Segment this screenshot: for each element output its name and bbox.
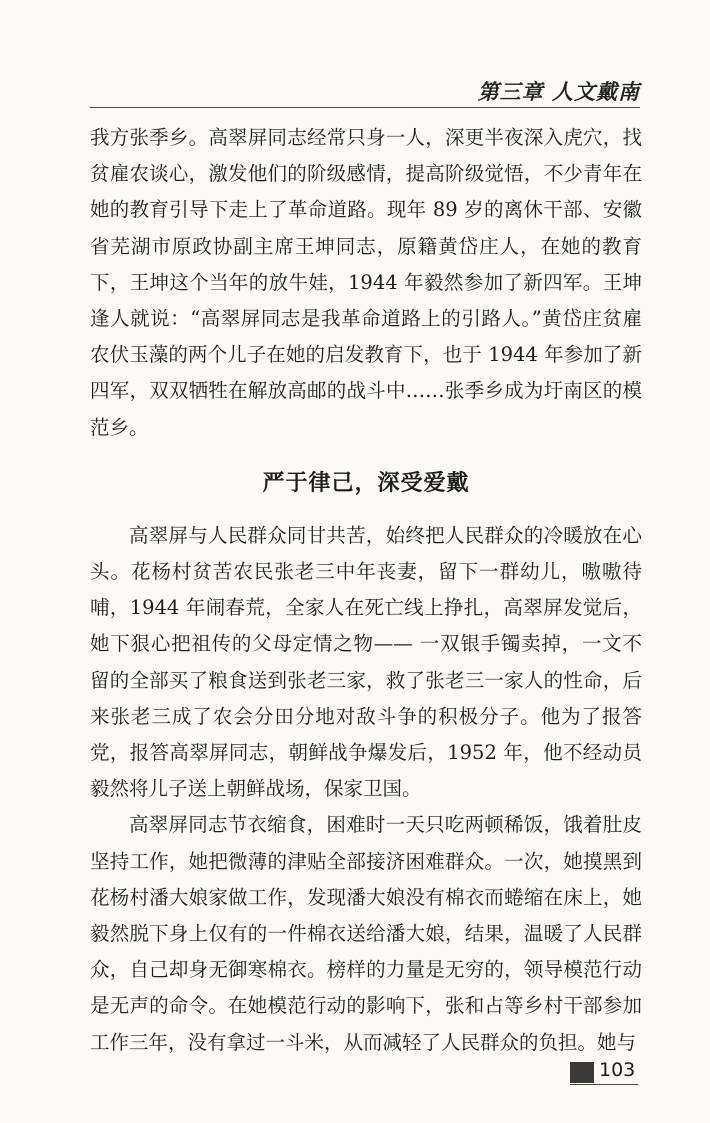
- paragraph: 高翠屏与人民群众同甘共苦，始终把人民群众的冷暖放在心头。花杨村贫苦农民张老三中年丧妻，留下一群幼儿，嗷嗷待哺，1944 年闹春荒，全家人在死亡线上挣扎，高翠屏发觉后，她下狠心把祖传的父母定情之物—— 一双银手镯卖掉，一文不留的全部买了粮食送到张老三家，救了张老三一家人的性命，后来张老三成了农会分田分地对敌斗争的积极分子。他为了报答党，报答高翠屏同志，朝鲜战争爆发后，1952 年，他不经动员毅然将儿子送上朝鲜战场，保家卫国。: [90, 523, 642, 801]
- page-number: 103: [599, 1059, 636, 1081]
- running-header-chapter-title: 第三章 人文戴南: [477, 80, 640, 104]
- page-number-footer: [570, 1060, 638, 1085]
- body-text: [90, 120, 642, 1061]
- section-heading: 严于律己，深受爱戴: [262, 470, 470, 496]
- paragraph: 高翠屏同志节衣缩食，困难时一天只吃两顿稀饭，饿着肚皮坚持工作，她把微薄的津贴全部接济困难群众。一次，她摸黑到花杨村潘大娘家做工作，发现潘大娘没有棉衣而蜷缩在床上，她毅然脱下身上仅有的一件棉衣送给潘大娘，结果，温暖了人民群众，自己却身无御寒棉衣。榜样的力量是无穷的，领导模范行动是无声的命令。在她模范行动的影响下，张和占等乡村干部参加工作三年，没有拿过一斗米，从而减轻了人民群众的负担。她与: [90, 813, 642, 1054]
- page-number-marker: [570, 1062, 594, 1083]
- header-rule: [90, 107, 640, 108]
- paragraph-continued: 我方张季乡。高翠屏同志经常只身一人，深更半夜深入虎穴，找贫雇农谈心，激发他们的阶级感情，提高阶级觉悟，不少青年在她的教育引导下走上了革命道路。现年 89 岁的离休干部、安徽省芜湖市原政协副主席王坤同志，原籍黄岱庄人，在她的教育下，王坤这个当年的放牛娃，1944 年毅然参加了新四军。王坤逢人就说：“高翠屏同志是我革命道路上的引路人。”黄岱庄贫雇农伏玉藻的两个儿子在她的启发教育下，也于 1944 年参加了新四军，双双牺牲在解放高邮的战斗中……张季乡成为圩南区的模范乡。: [90, 126, 642, 439]
